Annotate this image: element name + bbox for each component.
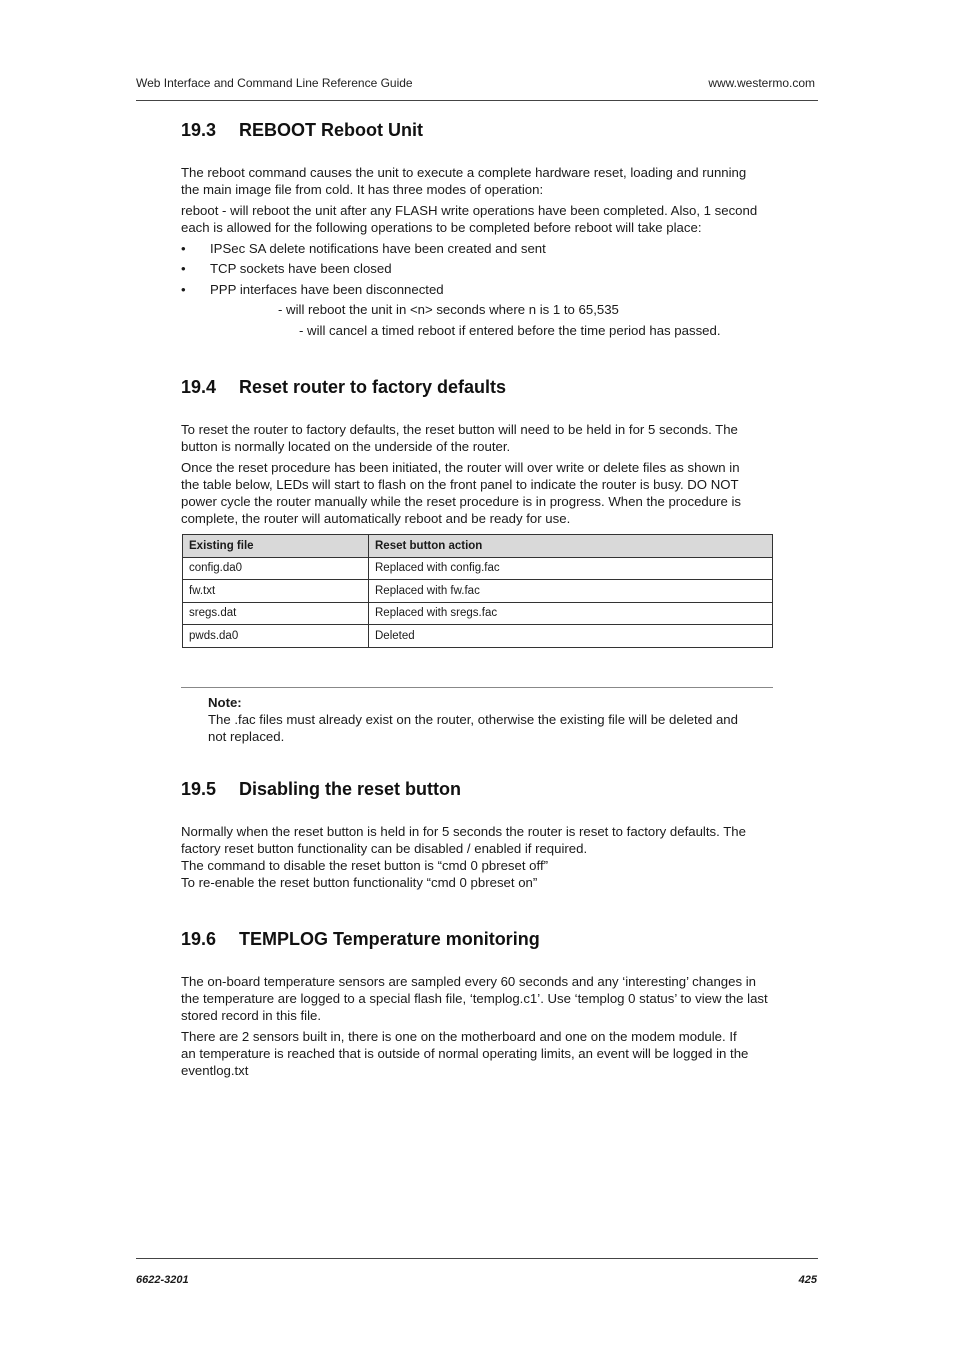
table-cell: config.da0: [183, 557, 369, 580]
text-line: factory reset button functionality can be disabled / enabled if required.: [181, 841, 588, 856]
reboot-mode-timed: - will reboot the unit in <n> seconds where n is 1 to 65,535: [278, 302, 619, 317]
table-cell: sregs.dat: [183, 602, 369, 625]
section-19-4-paragraph-2: [181, 459, 773, 527]
text-line: each is allowed for the following operations to be completed before reboot will take place:: [181, 220, 702, 235]
header-divider: [136, 100, 818, 101]
text-line: To reset the router to factory defaults, the reset button will need to be held in for 5 seconds. The: [181, 422, 738, 437]
text-line: eventlog.txt: [181, 1063, 249, 1078]
section-number: 19.4: [181, 377, 217, 397]
running-header-url[interactable]: www.westermo.com: [708, 76, 815, 90]
factory-reset-file-table: [182, 534, 773, 648]
text-line: the main image file from cold. It has three modes of operation:: [181, 182, 544, 197]
bullet-text: TCP sockets have been closed: [210, 261, 392, 276]
text-line: complete, the router will automatically reboot and be ready for use.: [181, 511, 571, 526]
table-cell: pwds.da0: [183, 625, 369, 648]
table-row: [183, 625, 773, 648]
bullet-icon: •: [181, 282, 186, 297]
section-title: REBOOT Reboot Unit: [239, 120, 423, 140]
document-number: 6622-3201: [136, 1274, 189, 1286]
text-line: The on-board temperature sensors are sampled every 60 seconds and any ‘interesting’ changes in: [181, 974, 756, 989]
section-title: Reset router to factory defaults: [239, 377, 507, 397]
section-19-3-paragraph-1: [181, 164, 773, 198]
text-line: an temperature is reached that is outside of normal operating limits, an event will be logged in the: [181, 1046, 749, 1061]
text-line: power cycle the router manually while the reset procedure is in progress. When the procedure is: [181, 494, 742, 509]
table-cell: Replaced with config.fac: [369, 557, 773, 580]
table-cell: Deleted: [369, 625, 773, 648]
section-19-3-heading: [181, 120, 423, 141]
bullet-item: [181, 240, 546, 257]
page-number: 425: [798, 1274, 817, 1286]
text-line: Normally when the reset button is held in for 5 seconds the router is reset to factory defaults. The: [181, 824, 746, 839]
section-title: Disabling the reset button: [239, 779, 462, 799]
section-19-5-paragraph: [181, 823, 773, 891]
section-number: 19.3: [181, 120, 217, 140]
table-row: [183, 580, 773, 603]
section-number: 19.6: [181, 929, 217, 949]
bullet-text: PPP interfaces have been disconnected: [210, 282, 444, 297]
table-row: [183, 602, 773, 625]
bullet-icon: •: [181, 241, 186, 256]
note-text-line: The .fac files must already exist on the router, otherwise the existing file will be deleted and: [208, 712, 738, 727]
section-19-6-paragraph-2: [181, 1028, 773, 1079]
note-divider: [181, 687, 773, 688]
table-header-row: [183, 535, 773, 558]
text-line: The command to disable the reset button is “cmd 0 pbreset off”: [181, 858, 548, 873]
section-19-3-paragraph-2: [181, 202, 773, 236]
running-header-title: Web Interface and Command Line Reference Guide: [136, 76, 413, 90]
text-line: the temperature are logged to a special flash file, ‘templog.c1’. Use ‘templog 0 status’ to view the last: [181, 991, 768, 1006]
note-text-line: not replaced.: [208, 729, 285, 744]
table-cell: fw.txt: [183, 580, 369, 603]
text-line: The reboot command causes the unit to execute a complete hardware reset, loading and running: [181, 165, 747, 180]
table-cell: Replaced with fw.fac: [369, 580, 773, 603]
column-header-existing-file: Existing file: [183, 535, 369, 558]
bullet-item: [181, 260, 392, 277]
section-19-6-paragraph-1: [181, 973, 773, 1024]
text-line: reboot - will reboot the unit after any FLASH write operations have been completed. Also, 1 second: [181, 203, 758, 218]
footer-divider: [136, 1258, 818, 1259]
text-line: stored record in this file.: [181, 1008, 321, 1023]
table-row: [183, 557, 773, 580]
bullet-icon: •: [181, 261, 186, 276]
text-line: To re-enable the reset button functionality “cmd 0 pbreset on”: [181, 875, 538, 890]
section-19-5-heading: [181, 779, 461, 800]
note-box: [208, 694, 768, 745]
column-header-reset-action: Reset button action: [369, 535, 773, 558]
section-title: TEMPLOG Temperature monitoring: [239, 929, 540, 949]
section-19-6-heading: [181, 929, 540, 950]
bullet-item: [181, 281, 444, 298]
text-line: There are 2 sensors built in, there is one on the motherboard and one on the modem module. If: [181, 1029, 737, 1044]
section-number: 19.5: [181, 779, 217, 799]
text-line: button is normally located on the underside of the router.: [181, 439, 511, 454]
text-line: Once the reset procedure has been initiated, the router will over write or delete files as shown in: [181, 460, 740, 475]
reboot-mode-cancel: - will cancel a timed reboot if entered before the time period has passed.: [299, 323, 721, 338]
bullet-text: IPSec SA delete notifications have been created and sent: [210, 241, 546, 256]
table-cell: Replaced with sregs.fac: [369, 602, 773, 625]
section-19-4-paragraph-1: [181, 421, 773, 455]
text-line: the table below, LEDs will start to flash on the front panel to indicate the router is busy. DO NOT: [181, 477, 739, 492]
note-label: Note:: [208, 695, 242, 710]
section-19-4-heading: [181, 377, 506, 398]
